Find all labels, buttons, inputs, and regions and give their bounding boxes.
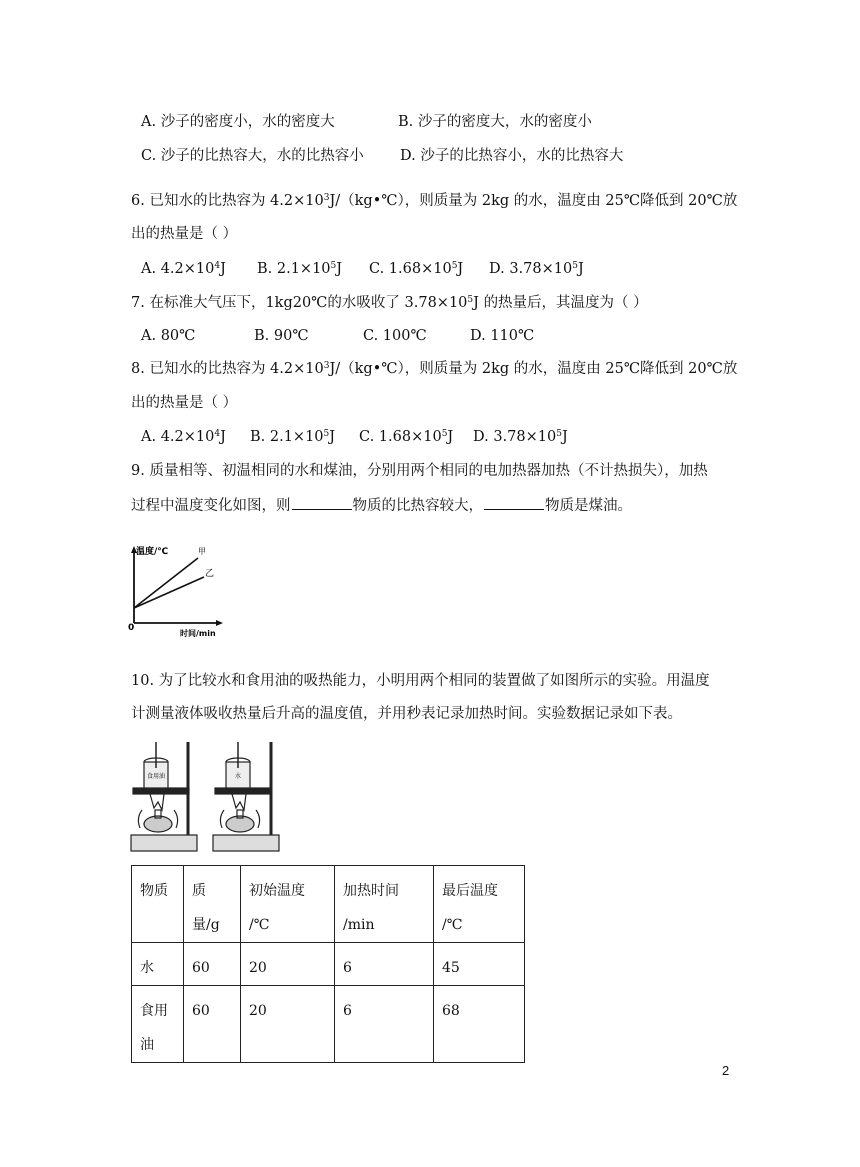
q7-option-b: B. 90℃ bbox=[254, 328, 309, 344]
table-header-cell: 加热时间 /min bbox=[335, 866, 434, 943]
experiment-data-table bbox=[131, 865, 525, 1063]
temperature-time-graph bbox=[126, 543, 236, 639]
q7-option-d: D. 110℃ bbox=[470, 328, 535, 344]
table-header-row bbox=[132, 866, 525, 943]
q6-stem-line2: 出的热量是（ ） bbox=[131, 226, 238, 242]
table-header-cell: 最后温度 /℃ bbox=[434, 866, 525, 943]
q5-option-a: A. 沙子的密度小，水的密度大 bbox=[141, 114, 335, 130]
q6-option-a: A. $4.2\times 10^4J$ bbox=[141, 261, 226, 277]
graph-origin-label: 0 bbox=[128, 623, 135, 633]
table-cell: 68 bbox=[434, 986, 525, 1063]
q9-stem-line2: 过程中温度变化如图，则 物质的比热容较大， 物质是煤油。 bbox=[131, 495, 632, 516]
graph-line-yi-label: 乙 bbox=[205, 569, 215, 579]
table-cell: 20 bbox=[241, 986, 335, 1063]
beaker-water-label: 水 bbox=[235, 773, 242, 780]
q9-answer-blank-2[interactable] bbox=[484, 495, 544, 510]
table-cell: 60 bbox=[184, 986, 241, 1063]
graph-line-jia-label: 甲 bbox=[198, 547, 206, 556]
q6-option-b: B. $2.1\times 10^5J$ bbox=[257, 261, 343, 277]
table-cell: 6 bbox=[335, 986, 434, 1063]
q6-option-d: D. $3.78\times 10^5J$ bbox=[489, 261, 584, 277]
q8-option-b: B. $2.1\times 10^5J$ bbox=[250, 429, 336, 445]
graph-line-jia bbox=[134, 558, 198, 608]
q7-option-c: C. 100℃ bbox=[363, 328, 427, 344]
table-header-cell: 质量/g bbox=[184, 866, 241, 943]
q9-stem-line1: 9. 质量相等、初温相同的水和煤油，分别用两个相同的电加热器加热（不计热损失），加热 bbox=[131, 463, 708, 479]
table-cell: 6 bbox=[335, 943, 434, 986]
table-cell: 45 bbox=[434, 943, 525, 986]
graph-y-label: 温度/℃ bbox=[136, 547, 169, 557]
q7-stem: 7. 在标准大气压下，1kg20℃的水吸收了 $3.78\times 10^5J$ 的热量后，其温度为（ ） bbox=[131, 295, 648, 311]
table-header-cell: 初始温度 /℃ bbox=[241, 866, 335, 943]
q6-stem-line1: 6. 已知水的比热容为 $4.2\times 10^3J/(kg•℃)$，则质量为 2kg 的水，温度由 25℃降低到 20℃放 bbox=[131, 193, 738, 209]
table-cell: 食用 油 bbox=[132, 986, 184, 1063]
q5-option-d: D. 沙子的比热容小，水的比热容大 bbox=[400, 148, 624, 164]
page-number: 2 bbox=[722, 1063, 730, 1078]
beaker-oil-label: 食用油 bbox=[147, 773, 166, 780]
heating-apparatus-figure bbox=[128, 738, 283, 856]
q8-stem-line1: 8. 已知水的比热容为 $4.2\times 10^3J/(kg•℃)$，则质量为 2kg 的水，温度由 25℃降低到 20℃放 bbox=[131, 361, 738, 377]
table-row bbox=[132, 986, 525, 1063]
q8-option-c: C. $1.68\times 10^5J$ bbox=[359, 429, 454, 445]
q8-option-d: D. $3.78\times 10^5J$ bbox=[473, 429, 568, 445]
q5-option-b: B. 沙子的密度大，水的密度小 bbox=[398, 114, 592, 130]
graph-x-label: 时间/min bbox=[180, 629, 216, 638]
q5-option-c: C. 沙子的比热容大，水的比热容小 bbox=[141, 148, 364, 164]
table-cell: 60 bbox=[184, 943, 241, 986]
table-header-cell: 物质 bbox=[132, 866, 184, 943]
q6-option-c: C. $1.68\times 10^5J$ bbox=[369, 261, 464, 277]
q8-option-a: A. $4.2\times 10^4J$ bbox=[141, 429, 226, 445]
q9-answer-blank-1[interactable] bbox=[292, 495, 352, 510]
table-cell: 20 bbox=[241, 943, 335, 986]
table-cell: 水 bbox=[132, 943, 184, 986]
q8-stem-line2: 出的热量是（ ） bbox=[131, 395, 238, 411]
q10-stem-line1: 10. 为了比较水和食用油的吸热能力，小明用两个相同的装置做了如图所示的实验。用温度 bbox=[131, 673, 710, 689]
table-row bbox=[132, 943, 525, 986]
q7-option-a: A. 80℃ bbox=[141, 328, 196, 344]
q10-stem-line2: 计测量液体吸收热量后升高的温度值，并用秒表记录加热时间。实验数据记录如下表。 bbox=[131, 706, 682, 722]
